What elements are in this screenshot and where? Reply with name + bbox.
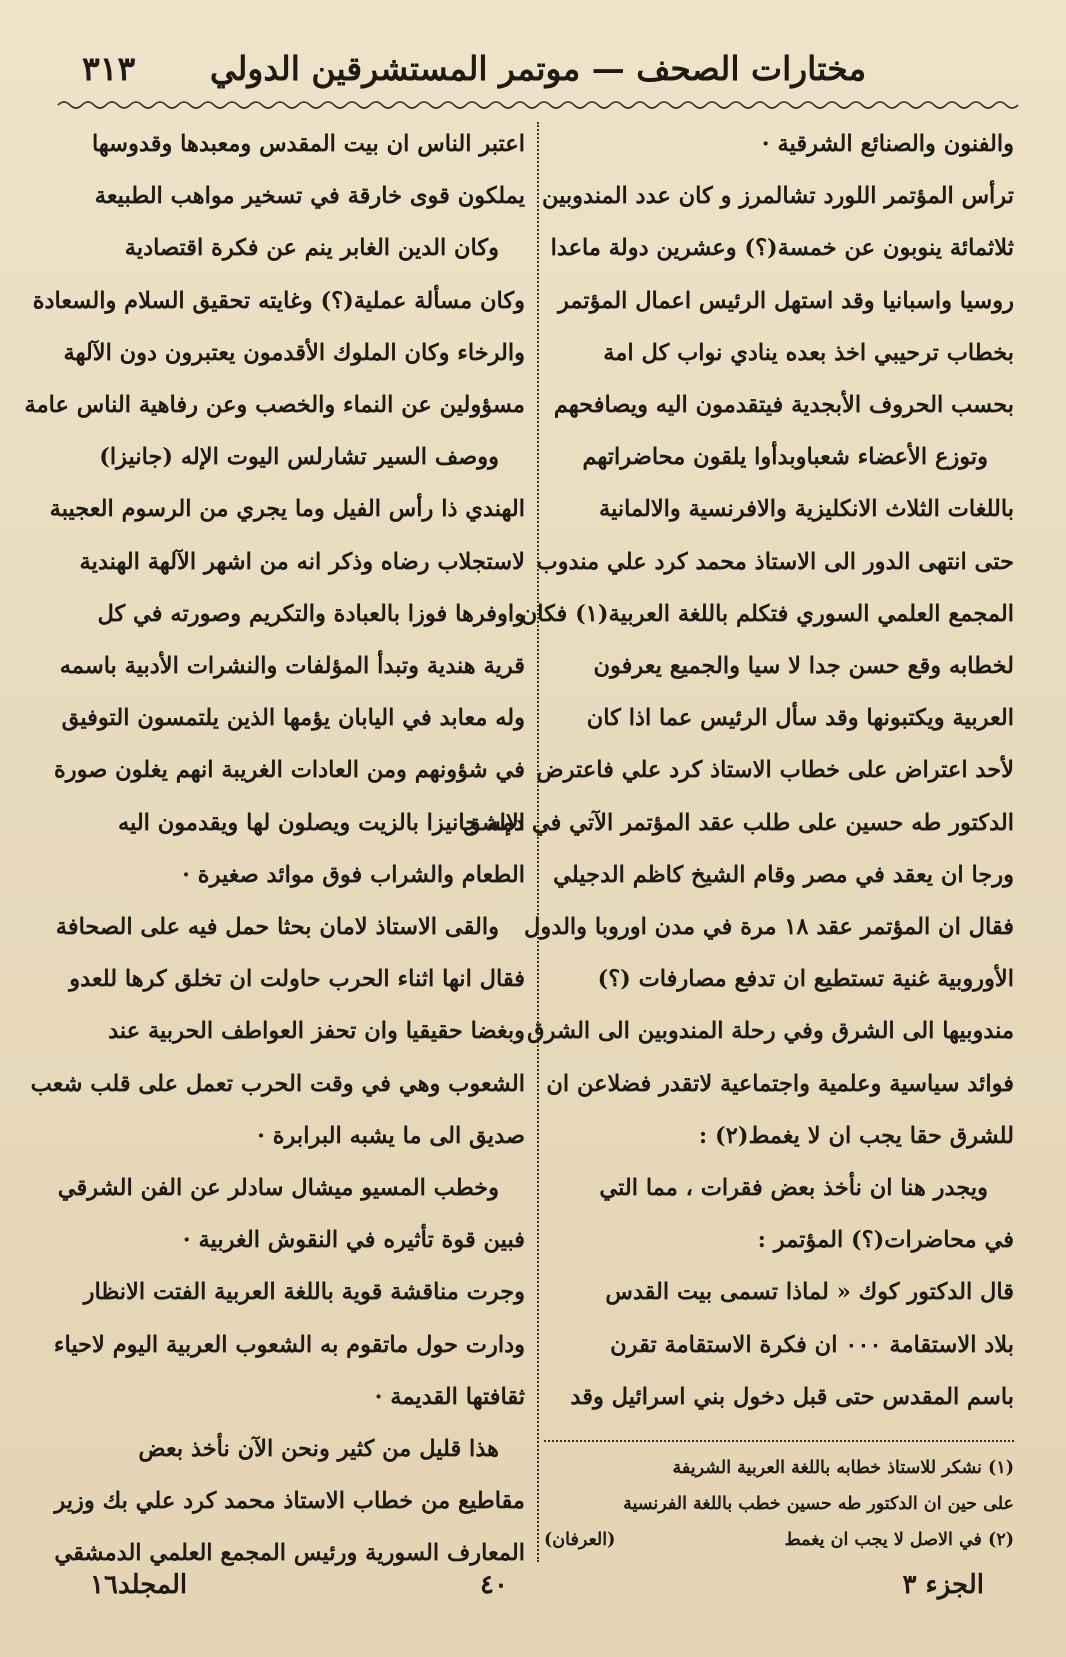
text-line: في محاضرات(؟) المؤتمر :: [757, 1227, 1014, 1254]
text-line: وكان الدين الغابر ينم عن فكرة اقتصادية: [124, 235, 499, 262]
text-line: اعتبر الناس ان بيت المقدس ومعبدها وقدوسها: [91, 131, 525, 157]
footnotes: [544, 1450, 1014, 1558]
page-number: ٣١٣: [82, 48, 136, 88]
text-line: باللغات الثلاث الانكليزية والافرنسية والالمانية: [599, 496, 1014, 523]
text-line: فقال انها اثناء الحرب حاولت ان تخلق كرها للعدو: [69, 966, 525, 993]
text-line: ويجدر هنا ان نأخذ بعض فقرات ، مما التي: [599, 1175, 988, 1202]
text-line: هذا قليل من كثير ونحن الآن نأخذ بعض: [138, 1436, 499, 1463]
footnote-1: (١) نشكر للاستاذ خطابه باللغة العربية الشريفة: [672, 1458, 1014, 1478]
volume-number: المجلد١٦: [90, 1570, 188, 1600]
footnote-divider: [544, 1440, 1014, 1444]
text-line: لخطابه وقع حسن جدا لا سيا والجميع يعرفون: [593, 653, 1014, 680]
text-line: وله معابد في اليابان يؤمها الذين يلتمسون التوفيق: [61, 705, 525, 732]
footnote-2-text: (٢) في الاصل لا يجب ان يغمط: [784, 1530, 1014, 1550]
text-line: وخطب المسيو ميشال سادلر عن الفن الشرقي: [57, 1175, 499, 1202]
text-line: في شؤونهم ومن العادات الغريبة انهم يغلون صورة: [53, 757, 525, 784]
text-line: لأحد اعتراض على خطاب الاستاذ كرد علي فاعترض: [536, 757, 1014, 784]
text-line: ورجا ان يعقد في مصر وقام الشيخ كاظم الدجيلي: [553, 861, 1014, 888]
text-line: واوفرها فوزا بالعبادة والتكريم وصورته في كل: [97, 600, 525, 627]
text-line: ووصف السير تشارلس اليوت الإله (جانيزا): [99, 444, 499, 471]
text-line: وتوزع الأعضاء شعباوبدأوا يلقون محاضراتهم: [582, 444, 988, 471]
text-line: الدكتور طه حسين على طلب عقد المؤتمر الآتي في دمشق: [463, 809, 1014, 836]
text-line: فبين قوة تأثيره في النقوش الغربية ·: [182, 1227, 525, 1254]
footnote-1-continued: على حين ان الدكتور طه حسين خطب باللغة الفرنسية: [623, 1494, 1014, 1514]
text-line: قرية هندية وتبدأ المؤلفات والنشرات الأدبية باسمه: [59, 653, 525, 680]
text-line: بحسب الحروف الأبجدية فيتقدمون اليه ويصافحهم: [553, 392, 1014, 419]
text-line: صديق الى ما يشبه البرابرة ·: [257, 1122, 525, 1149]
text-line: فقال ان المؤتمر عقد ١٨ مرة في مدن اوروبا والدول: [524, 914, 1014, 941]
text-line: مندوبيها الى الشرق وفي رحلة المندوبين الى الشرق: [527, 1018, 1014, 1045]
text-line: الشعوب وهي في وقت الحرب تعمل على قلب شعب: [30, 1070, 525, 1097]
signature-mark: ٤٠: [480, 1570, 508, 1600]
text-line: مسؤولين عن النماء والخصب وعن رفاهية الناس عامة: [24, 392, 525, 419]
text-line: مقاطيع من خطاب الاستاذ محمد كرد علي بك وزير: [54, 1488, 525, 1515]
text-line: وبغضا حقيقيا وان تحفز العواطف الحربية عند: [108, 1018, 525, 1045]
text-line: الإله جانيزا بالزيت ويصلون لها ويقدمون اليه: [117, 809, 525, 836]
page-footer: [60, 1570, 1014, 1626]
text-line: العربية ويكتبونها وقد سأل الرئيس عما اذا كان: [586, 705, 1014, 732]
text-line: الطعام والشراب فوق موائد صغيرة ·: [182, 861, 525, 888]
text-line: باسم المقدس حتى قبل دخول بني اسرائيل وقد: [570, 1383, 1014, 1410]
text-line: وجرت مناقشة قوية باللغة العربية الفتت الانظار: [83, 1279, 525, 1306]
text-line: ثقافتها القديمة ·: [374, 1383, 525, 1410]
text-line: بخطاب ترحيبي اخذ بعده ينادي نواب كل امة: [603, 339, 1014, 366]
column-divider: [537, 122, 541, 1562]
text-line: قال الدكتور كوك « لماذا تسمى بيت القدس: [605, 1279, 1014, 1306]
text-line: بلاد الاستقامة ٠٠٠ ان فكرة الاستقامة تقرن: [610, 1331, 1014, 1358]
text-line: المعارف السورية ورئيس المجمع العلمي الدمشقي: [54, 1540, 525, 1567]
text-line: المجمع العلمي السوري فتكلم باللغة العربية(١) فكان: [520, 600, 1014, 627]
page-header: [62, 40, 1014, 96]
text-line: الأوروبية غنية تستطيع ان تدفع مصارفات (؟): [597, 966, 1014, 993]
text-line: والفنون والصنائع الشرقية ·: [761, 131, 1014, 157]
text-line: ترأس المؤتمر اللورد تشالمرز و كان عدد المندوبين: [541, 183, 1014, 210]
left-column: [24, 118, 525, 1580]
footnote-source: (العرفان): [544, 1530, 616, 1550]
footnote-2: [544, 1522, 1014, 1558]
text-line: والرخاء وكان الملوك الأقدمون يعتبرون دون الآلهة: [63, 339, 525, 366]
header-wavy-rule: [58, 98, 1018, 112]
text-line: والقى الاستاذ لامان بحثا حمل فيه على الصحافة: [55, 914, 499, 941]
text-line: ودارت حول ماتقوم به الشعوب العربية اليوم لاحياء: [53, 1331, 525, 1358]
issue-part: الجزء ٣: [902, 1570, 984, 1600]
text-line: للشرق حقا يجب ان لا يغمط(٢) :: [698, 1122, 1014, 1149]
text-line: الهندي ذا رأس الفيل وما يجري من الرسوم العجيبة: [49, 496, 525, 523]
text-line: روسيا واسبانيا وقد استهل الرئيس اعمال المؤتمر: [557, 287, 1014, 314]
right-column: [463, 118, 1014, 1423]
text-line: لاستجلاب رضاه وذكر انه من اشهر الآلهة الهندية: [79, 548, 525, 575]
text-line: ثلاثمائة ينوبون عن خمسة(؟) وعشرين دولة ماعدا: [550, 235, 1014, 262]
running-title: مختارات الصحف — موتمر المستشرقين الدولي: [209, 48, 867, 88]
text-line: يملكون قوى خارقة في تسخير مواهب الطبيعة: [94, 183, 525, 210]
text-line: حتى انتهى الدور الى الاستاذ محمد كرد علي مندوب: [536, 548, 1014, 575]
text-line: وكان مسألة عملية(؟) وغايته تحقيق السلام والسعادة: [32, 287, 525, 314]
text-line: فوائد سياسية وعلمية واجتماعية لاتقدر فضلاعن ان: [546, 1070, 1014, 1097]
